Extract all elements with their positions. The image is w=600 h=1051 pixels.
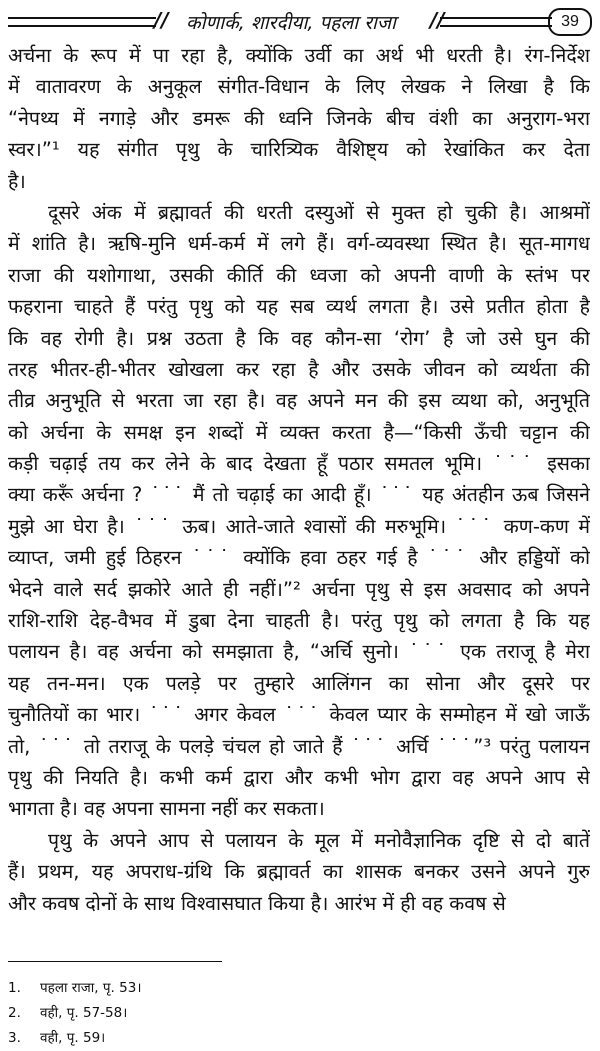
text-line: भागता है। वह अपना सामना नहीं कर सकता। — [8, 797, 325, 821]
text-line: और कवष दोनों के साथ विश्वासघात किया है। आरंभ में ही वह कवष से — [8, 891, 506, 915]
text-line: भेदने वाले सर्द झकोरे आते ही नहीं।”² अर्चना पृथु से इस अवसाद को अपने — [8, 577, 590, 601]
footnote-text: वही, पृ. 59। — [40, 1030, 106, 1046]
paragraph — [8, 197, 590, 825]
header-title: कोणार्क, शारदीया, पहला राजा — [186, 12, 396, 34]
header-slash-right: // — [430, 8, 445, 32]
text-line: दूसरे अंक में ब्रह्मावर्त की धरती दस्युओं से मुक्त हो चुकी है। आश्रमों — [48, 200, 590, 224]
text-line: कड़ी चढ़ाई तय कर लेने के बाद देखता हूँ पठार समतल भूमि। ˙˙˙ इसका — [8, 452, 590, 476]
text-line: मुझे आ घेरा है। ˙˙˙ ऊब। आते-जाते श्वासों की मरुभूमि। ˙˙˙ कण-कण में — [8, 514, 590, 538]
text-line: यह तन-मन। एक पलड़े पर तुम्हारे आलिंगन का सोना और दूसरे पर — [8, 671, 590, 695]
text-line: में शांति है। ऋषि-मुनि धर्म-कर्म में लगे हैं। वर्ग-व्यवस्था स्थित है। सूत-मागध — [8, 232, 590, 256]
text-line: पृथु की नियति है। कभी कर्म द्वारा और कभी भोग द्वारा वह अपने आप से — [8, 765, 590, 789]
footnotes — [8, 976, 141, 1051]
footnote-number: 3. — [8, 1030, 21, 1046]
footnote-text: वही, पृ. 57-58। — [40, 1005, 128, 1021]
footnote-number: 2. — [8, 1005, 21, 1021]
text-line: पलायन है। वह अर्चना को समझाता है, “अर्चि सुनो। ˙˙˙ एक तराजू है मेरा — [8, 640, 590, 664]
text-line: तीव्र अनुभूति से भरता जा रहा है। वह अपने मन की इस व्यथा को, अनुभूति — [8, 389, 590, 413]
header-rule-right — [440, 17, 552, 27]
text-line: कि वह रोगी है। प्रश्न उठता है कि वह कौन-सा ‘रोग’ है जो उसे घुन की — [8, 326, 590, 350]
text-line: पृथु के अपने आप से पलायन के मूल में मनोवैज्ञानिक दृष्टि से दो बातें — [48, 828, 590, 852]
text-line: में वातावरण के अनुकूल संगीत-विधान के लिए लेखक ने लिखा है कि — [8, 75, 590, 99]
text-line: स्वर।”¹ यह संगीत पृथु के चारित्र्यिक वैशिष्ट्य को रेखांकित कर देता — [8, 138, 590, 162]
text-line: हैं। प्रथम, यह अपराध-ग्रंथि कि ब्रह्मावर्त का शासक बनकर उसने अपने गुरु — [8, 860, 590, 884]
page-number: 39 — [548, 8, 592, 36]
text-line: तरह भीतर-ही-भीतर खोखला कर रहा है और उसके जीवन को व्यर्थता की — [8, 357, 590, 381]
header-slash-left: // — [154, 8, 169, 32]
text-line: चुनौतियों का भार। ˙˙˙ अगर केवल ˙˙˙ केवल प्यार के सम्मोहन में खो जाऊँ — [8, 703, 590, 727]
header-rule-left — [8, 17, 156, 27]
text-line: राजा की यशोगाथा, उसकी कीर्ति की ध्वजा को अपनी वाणी के स्तंभ पर — [8, 263, 590, 287]
text-line: अर्चना के रूप में पा रहा है, क्योंकि उर्वी का अर्थ भी धरती है। रंग-निर्देश — [8, 44, 590, 67]
body-text — [8, 40, 590, 919]
text-line: है। — [8, 169, 26, 193]
text-line: को अर्चना के समक्ष इन शब्दों में व्यक्त करता है—“किसी ऊँची चट्टान की — [8, 420, 590, 444]
footnote-divider — [8, 961, 222, 962]
running-header — [8, 6, 592, 36]
text-line: फहराना चाहते हैं परंतु पृथु को यह सब व्यर्थ लगता है। उसे प्रतीत होता है — [8, 295, 590, 319]
text-line: “नेपथ्य में नगाड़े और डमरू की ध्वनि जिनके बीच वंशी का अनुराग-भरा — [8, 106, 590, 130]
text-line: राशि-राशि देह-वैभव में डुबा देना चाहती है। परंतु पृथु को लगता है कि यह — [8, 609, 590, 633]
footnote-number: 1. — [8, 980, 21, 996]
text-line: तो, ˙˙˙ तो तराजू के पलड़े चंचल हो जाते हैं ˙˙˙ अर्चि ˙˙˙”³ परंतु पलायन — [8, 734, 590, 758]
footnote — [8, 1026, 141, 1051]
text-line: क्या करूँ अर्चना ? ˙˙˙ मैं तो चढ़ाई का आदी हूँ। ˙˙˙ यह अंतहीन ऊब जिसने — [8, 483, 590, 507]
footnote-text: पहला राजा, पृ. 53। — [40, 980, 142, 996]
paragraph — [8, 40, 590, 197]
footnote — [8, 976, 141, 1001]
footnote — [8, 1001, 141, 1026]
paragraph — [8, 825, 590, 919]
text-line: व्याप्त, जमी हुई ठिहरन ˙˙˙ क्योंकि हवा ठहर गई है ˙˙˙ और हड्डियों को — [8, 546, 590, 570]
